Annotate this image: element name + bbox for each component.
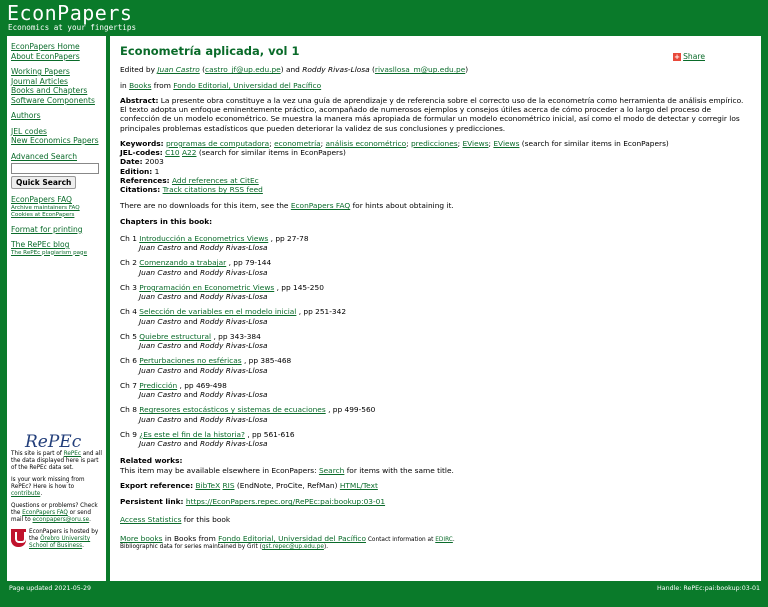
export-reference: Export reference: BibTeX RIS (EndNote, ProCite, RefMan) HTML/Text — [120, 480, 378, 490]
sidebar-group-jel — [11, 127, 102, 146]
hosted-by: EconPapers is hosted by the Örebro University School of Business. — [11, 529, 103, 550]
sidebar-link-plagiarism[interactable]: The RePEc plagiarism page — [11, 249, 88, 256]
jel-code-link[interactable]: A22 — [182, 148, 197, 158]
sidebar-link-blog[interactable]: The RePEc blog — [11, 240, 70, 249]
chapter-line — [120, 381, 751, 390]
chapter-item — [120, 332, 751, 351]
maintainer-email-link[interactable]: gst.repec@up.edu.pe — [261, 543, 324, 550]
chapter-authors: Juan Castro and Roddy Rivas-Llosa — [139, 390, 268, 400]
editor-email-rivas-llosa[interactable]: rivasllosa_m@up.edu.pe — [374, 65, 466, 75]
jel-code-link[interactable]: C10 — [165, 148, 180, 158]
series-line: in Books from Fondo Editorial, Universidad del Pacífico — [120, 80, 322, 90]
chapter-item — [120, 356, 751, 375]
more-publisher-link[interactable]: Fondo Editorial, Universidad del Pacífico — [218, 533, 367, 543]
editor-link-castro[interactable]: Juan Castro — [157, 65, 200, 75]
sidebar-group-print — [11, 225, 102, 235]
share-icon[interactable]: + — [674, 52, 681, 61]
site-logo[interactable]: EconPapers — [7, 1, 133, 25]
chapter-line — [120, 307, 751, 316]
chapter-item — [120, 307, 751, 326]
export-ris-link[interactable]: RIS — [222, 480, 235, 490]
sidebar-link-home[interactable]: EconPapers Home — [11, 42, 80, 51]
chapters-heading: Chapters in this book: — [120, 216, 213, 226]
chapter-item — [120, 283, 751, 302]
sidebar-link-nep[interactable]: New Economics Papers — [11, 136, 99, 145]
chapter-number: Ch 3 — [120, 282, 137, 292]
chapter-authors: Juan Castro and Roddy Rivas-Llosa — [139, 267, 268, 277]
related-search-link[interactable]: Search — [318, 465, 345, 475]
chapter-authors: Juan Castro and Roddy Rivas-Llosa — [139, 292, 268, 302]
chapter-list — [120, 234, 751, 449]
sidebar-group-search — [11, 152, 102, 190]
chapter-number: Ch 6 — [120, 356, 137, 366]
sidebar — [7, 36, 106, 581]
chapter-pages: , pp 343-384 — [213, 331, 261, 341]
chapter-line — [120, 258, 751, 267]
metadata — [120, 139, 751, 195]
share-control[interactable] — [673, 52, 705, 61]
downloads-note: There are no downloads for this item, see the EconPapers FAQ for hints about obtaining it. — [120, 201, 454, 211]
downloads-faq-link[interactable]: EconPapers FAQ — [290, 201, 351, 211]
chapter-authors: Juan Castro and Roddy Rivas-Llosa — [139, 341, 268, 351]
chapter-number: Ch 1 — [120, 233, 137, 243]
citec-link[interactable]: Add references at CitEc — [171, 175, 259, 185]
export-html-link[interactable]: HTML/Text — [339, 480, 378, 490]
econpapers-mail-link[interactable]: econpapers@oru.se — [32, 517, 90, 523]
chapter-number: Ch 4 — [120, 307, 137, 317]
chapter-authors: Juan Castro and Roddy Rivas-Llosa — [139, 365, 268, 375]
chapter-item — [120, 430, 751, 449]
chapter-title-link[interactable]: ¿Es este el fin de la historia? — [139, 429, 245, 439]
chapter-line — [120, 430, 751, 439]
keyword-link[interactable]: EViews — [462, 138, 489, 148]
chapter-title-link[interactable]: Selección de variables en el modelo inicial — [139, 307, 297, 317]
quick-search-button[interactable]: Quick Search — [11, 176, 76, 189]
chapter-authors: Juan Castro and Roddy Rivas-Llosa — [139, 316, 268, 326]
chapter-title-link[interactable]: Predicción — [139, 380, 178, 390]
date-row: Date: 2003 — [120, 157, 164, 167]
keyword-link[interactable]: predicciones — [410, 138, 458, 148]
editor-email-castro[interactable]: castro_jf@up.edu.pe — [205, 65, 281, 75]
chapter-item — [120, 258, 751, 277]
sidebar-link-journal-articles[interactable]: Journal Articles — [11, 76, 68, 86]
chapter-title-link[interactable]: Perturbaciones no esféricas — [139, 356, 242, 366]
sidebar-link-advanced-search[interactable]: Advanced Search — [11, 151, 78, 161]
sidebar-group-blog — [11, 240, 102, 257]
editor-rivas-llosa: Roddy Rivas-Llosa — [302, 65, 370, 75]
handle: Handle: RePEc:pai:bookup:03-01 — [657, 585, 760, 592]
chapter-pages: , pp 469-498 — [179, 380, 227, 390]
chapter-line — [120, 283, 751, 292]
repec-questions: Questions or problems? Check the EconPapers FAQ or send mail to econpapers@oru.se. — [11, 503, 98, 523]
page-footer — [0, 583, 768, 607]
references-row: References: Add references at CitEc — [120, 175, 259, 185]
quick-search-input[interactable] — [11, 163, 99, 174]
keyword-link[interactable]: análisis econométrico — [325, 138, 407, 148]
orebro-link[interactable]: Örebro University School of Business — [29, 536, 91, 549]
chapter-pages: , pp 561-616 — [247, 429, 295, 439]
keyword-link[interactable]: econometría — [274, 138, 321, 148]
sidebar-link-working-papers[interactable]: Working Papers — [11, 67, 70, 76]
sidebar-link-archive-faq[interactable]: Archive maintainers FAQ — [11, 204, 80, 211]
chapter-item — [120, 234, 751, 253]
sidebar-group-faq — [11, 195, 102, 219]
site-tagline: Economics at your fingertips — [8, 23, 137, 32]
chapter-pages: , pp 27-78 — [270, 233, 309, 243]
repec-faq-link[interactable]: EconPapers FAQ — [22, 510, 68, 516]
more-books-link[interactable]: More books — [120, 533, 163, 543]
chapter-pages: , pp 499-560 — [328, 405, 376, 415]
publisher-link[interactable]: Fondo Editorial, Universidad del Pacífico — [173, 80, 322, 90]
repec-contribute: Is your work missing from RePEc? Here is how to contribute. — [11, 477, 85, 497]
chapter-line — [120, 234, 751, 243]
citations-row: Citations: Track citations by RSS feed — [120, 185, 263, 195]
abstract: Abstract: La presente obra constituye a la vez una guía de aprendizaje y de referencia sobre el correcto uso de la econometría como herramienta de análisis empírico. El texto adopta un enfoque eminentemente práctico, acompañado de numerosos ejemplos y consejos útiles acerca de cómo proceder a lo largo del proceso de confección de un modelo econométrico. Se muestra la manera más apropiada de formular un modelo econométrico inicial, así como el modo de detectar y corregir los principales problemas estadísticos que pueden deteriorar la validez de sus conclusiones y predicciones. — [120, 95, 744, 133]
sidebar-link-authors[interactable]: Authors — [11, 111, 41, 120]
sidebar-link-faq[interactable]: EconPapers FAQ — [11, 195, 73, 204]
repec-logo[interactable]: RePEc — [25, 432, 82, 452]
abstract-text: La presente obra constituye a la vez una guía de aprendizaje y de referencia sobre el correcto uso de la econometría como herramienta de análisis empírico. El texto adopta un enfoque eminentemente práctico, acompañado de numerosos ejemplos y consejos útiles acerca de cómo proceder a lo largo del proceso de confección de un modelo econométrico. Se muestra la manera más apropiada de formular un modelo econométrico inicial, así como el modo de detectar y corregir los principales problemas estadísticos que pueden deteriorar la validez de sus conclusiones y predicciones. — [120, 95, 744, 133]
sidebar-link-format-printing[interactable]: Format for printing — [11, 224, 83, 234]
edition-row: Edition: 1 — [120, 166, 160, 176]
repec-info — [11, 451, 103, 550]
chapter-number: Ch 2 — [120, 258, 137, 268]
sidebar-link-about[interactable]: About EconPapers — [11, 51, 80, 61]
chapter-line — [120, 405, 751, 414]
keywords-row: Keywords: programas de computadora; econometría; análisis econométrico; predicciones; EViews; EViews (search for similar items in EconPapers) — [120, 138, 669, 148]
chapter-pages: , pp 251-342 — [298, 307, 347, 317]
chapter-number: Ch 5 — [120, 331, 137, 341]
bibliographic-maintainer: Bibliographic data for series maintained by Grit (gst.repec@up.edu.pe). — [120, 543, 329, 550]
keyword-link[interactable]: programas de computadora — [165, 138, 270, 148]
chapter-title-link[interactable]: Quiebre estructural — [139, 331, 212, 341]
chapter-number: Ch 7 — [120, 380, 137, 390]
repec-part-of: This site is part of RePEc and all the data displayed here is part of the RePEc data set. — [11, 451, 102, 471]
chapter-line — [120, 332, 751, 341]
books-link[interactable]: Books — [129, 80, 152, 90]
sidebar-link-software[interactable]: Software Components — [11, 95, 95, 105]
chapter-pages: , pp 145-250 — [276, 282, 324, 292]
repec-link[interactable]: RePEc — [63, 451, 81, 457]
site-header — [0, 0, 768, 36]
chapter-number: Ch 9 — [120, 429, 137, 439]
persistent-link-row: Persistent link: https://EconPapers.repec.org/RePEc:pai:bookup:03-01 — [120, 497, 386, 507]
chapter-authors: Juan Castro and Roddy Rivas-Llosa — [139, 439, 268, 449]
export-bibtex-link[interactable]: BibTeX — [195, 480, 221, 490]
sidebar-group-authors — [11, 111, 102, 121]
chapter-item — [120, 405, 751, 424]
chapter-title-link[interactable]: Introducción a Econometrics Views — [139, 233, 269, 243]
chapter-authors: Juan Castro and Roddy Rivas-Llosa — [139, 414, 268, 424]
sidebar-link-jel-codes[interactable]: JEL codes — [11, 126, 47, 136]
sidebar-link-books-chapters[interactable]: Books and Chapters — [11, 86, 88, 95]
sidebar-group-collections — [11, 67, 102, 105]
related-works: Related works: This item may be available elsewhere in EconPapers: Search for items with the same title. — [120, 456, 454, 475]
main-content — [110, 36, 761, 581]
more-books-row: More books in Books from Fondo Editorial, Universidad del Pacífico Contact information at EDIRC. — [120, 533, 455, 543]
jel-row: JEL-codes: C10 A22 (search for similar items in EconPapers) — [120, 148, 346, 158]
share-link[interactable]: Share — [683, 52, 705, 61]
editors-line: Edited by Juan Castro (castro_jf@up.edu.pe) and Roddy Rivas-Llosa (rivasllosa_m@up.edu.pe) — [120, 65, 469, 75]
access-statistics-link[interactable]: Access Statistics — [120, 515, 182, 525]
chapter-title-link[interactable]: Regresores estocásticos y sistemas de ecuaciones — [139, 405, 326, 415]
chapter-pages: , pp 385-468 — [243, 356, 292, 366]
access-stats-row: Access Statistics for this book — [120, 515, 231, 525]
edirc-link[interactable]: EDIRC — [435, 536, 453, 543]
sidebar-group-home — [11, 42, 102, 61]
persistent-link[interactable]: https://EconPapers.repec.org/RePEc:pai:bookup:03-01 — [185, 497, 386, 507]
chapter-line — [120, 356, 751, 365]
chapter-title-link[interactable]: Comenzando a trabajar — [139, 258, 227, 268]
orebro-university-icon — [11, 529, 26, 547]
chapter-title-link[interactable]: Programación en Econometric Views — [139, 282, 275, 292]
chapter-item — [120, 381, 751, 400]
page-updated: Page updated 2021-05-29 — [9, 585, 92, 592]
rss-citations-link[interactable]: Track citations by RSS feed — [162, 185, 263, 195]
keyword-link[interactable]: EViews — [493, 138, 520, 148]
page-title: Econometría aplicada, vol 1 — [120, 44, 300, 58]
chapter-number: Ch 8 — [120, 405, 137, 415]
chapter-pages: , pp 79-144 — [228, 258, 272, 268]
chapter-authors: Juan Castro and Roddy Rivas-Llosa — [139, 243, 268, 253]
contribute-link[interactable]: contribute — [11, 491, 41, 497]
sidebar-link-cookies[interactable]: Cookies at EconPapers — [11, 211, 75, 218]
